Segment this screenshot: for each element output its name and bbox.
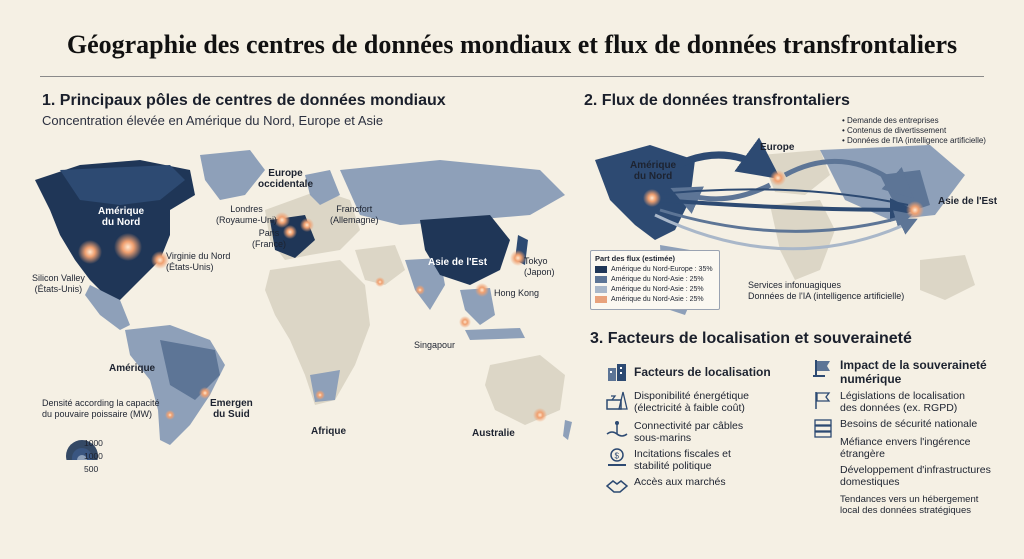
density-value-2: 1000	[84, 451, 103, 461]
money-hand-icon	[606, 448, 628, 468]
legend-label: Amérique du Nord-Asie : 25%	[611, 276, 704, 283]
sovereignty-item	[812, 418, 990, 438]
sovereignty-item	[840, 436, 990, 460]
hotspot-hong-kong	[475, 283, 489, 297]
sovereignty-text: Besoins de sécurité nationale	[840, 418, 978, 430]
undersea-cable-icon	[606, 420, 628, 440]
flow-hotspot-europe	[770, 170, 786, 186]
legend-label: Amérique du Nord-Europe : 35%	[611, 266, 713, 273]
factor-text: Disponibilité énergétique (électricité à faible coût)	[634, 390, 749, 414]
map-label-paris: Paris (France)	[252, 228, 287, 249]
density-legend-title: Densité according la capacité du pouvaire poissaire (MW)	[42, 398, 160, 419]
legend-label: Amérique du Nord-Asie : 25%	[611, 296, 704, 303]
australia-shape	[485, 355, 565, 425]
sovereignty-item	[840, 494, 1010, 516]
flow-bullet-2: • Contenus de divertissement	[842, 126, 947, 135]
factors-title: Facteurs de localisation	[634, 365, 771, 379]
handshake-icon	[606, 476, 628, 496]
section3-heading: 3. Facteurs de localisation et souveraineté	[590, 330, 912, 347]
section2-heading: 2. Flux de données transfrontaliers	[584, 92, 850, 109]
flow-bullets	[842, 116, 986, 146]
hotspot-south-africa	[315, 390, 325, 400]
power-plant-icon	[606, 390, 628, 410]
sovereignty-item	[840, 464, 1010, 488]
factor-text: Incitations fiscales et stabilité politique	[634, 448, 731, 472]
sovereignty-text: Tendances vers un hébergement local des données stratégiques	[840, 494, 979, 516]
legend-swatch	[595, 266, 607, 273]
hotspot-australia	[533, 408, 547, 422]
factor-item	[606, 420, 784, 444]
map-label-silicon-valley: Silicon Valley (États-Unis)	[32, 273, 85, 294]
density-value-1: 1000	[84, 438, 103, 448]
density-value-3: 500	[84, 464, 99, 474]
sovereignty-text: Méfiance envers l'ingérence étrangère	[840, 436, 971, 460]
sovereignty-item	[812, 390, 990, 414]
map-label-australie: Australie	[472, 428, 515, 439]
sovereignty-title: Impact de la souveraineté numérique	[840, 358, 987, 386]
flow-bullet-1: • Demande des entreprises	[842, 116, 939, 125]
sovereignty-text: Développement d'infrastructures domestiques	[840, 464, 991, 488]
map-label-amerique-nord: Amérique du Nord	[98, 206, 145, 228]
factor-item	[606, 476, 784, 496]
flow-australia-shape	[920, 255, 975, 300]
section1-heading: 1. Principaux pôles de centres de données mondiaux	[42, 92, 446, 109]
flow-legend-title: Part des flux (estimée)	[595, 254, 676, 263]
hotspot-frankfurt	[300, 218, 314, 232]
hotspot-south-america	[165, 410, 175, 420]
section1-subtitle: Concentration élevée en Amérique du Nord, Europe et Asie	[42, 113, 384, 128]
page-title: Géographie des centres de données mondiaux et flux de données transfrontaliers	[66, 30, 958, 59]
sovereignty-header	[812, 358, 990, 386]
map-label-europe-occidentale: Europe occidentale	[258, 168, 314, 190]
factor-item	[606, 448, 784, 472]
greenland-shape	[200, 150, 265, 200]
flow-label-asie-est: Asie de l'Est	[938, 196, 998, 207]
legend-swatch	[595, 286, 607, 293]
flow-label-europe: Europe	[760, 142, 795, 153]
flow-africa-shape	[770, 200, 835, 280]
flow-services-note: Services infonuagiques Données de l'IA (intelligence artificielle)	[748, 280, 905, 301]
server-icon	[812, 418, 834, 438]
flow-hotspot-asia	[906, 201, 924, 219]
legend-swatch	[595, 276, 607, 283]
map-label-tokyo: Tokyo (Japon)	[524, 256, 555, 277]
map-label-afrique: Afrique	[311, 426, 346, 437]
map-label-londres: Londres (Royaume-Uni)	[216, 204, 278, 225]
map-label-asie-est: Asie de l'Est	[428, 257, 488, 268]
flow-legend-item	[595, 285, 715, 294]
map-label-emergen-suid: Emergen du Suid	[210, 398, 253, 420]
factor-item	[606, 390, 784, 414]
factor-text: Connectivité par câbles sous-marins	[634, 420, 744, 444]
factor-text: Accès aux marchés	[634, 476, 726, 488]
new-zealand-shape	[563, 420, 572, 440]
flag-icon	[812, 390, 834, 410]
flow-label-amerique-nord: Amérique du Nord	[630, 160, 677, 182]
hotspot-india	[415, 285, 425, 295]
hotspot-virginie	[114, 233, 142, 261]
map-label-francfort: Francfort (Allemagne)	[330, 204, 379, 225]
flow-legend-item	[595, 265, 715, 274]
indonesia-shape	[465, 328, 525, 340]
legend-label: Amérique du Nord-Asie : 25%	[611, 286, 704, 293]
flow-bullet-3: • Données de l'IA (intelligence artificielle)	[842, 136, 986, 145]
hotspot-middle-east	[375, 277, 385, 287]
hotspot-singapore	[459, 316, 471, 328]
map-label-amerique: Amérique	[109, 363, 156, 374]
flow-legend-item	[595, 275, 715, 284]
map-label-virginie: Virginie du Nord (États-Unis)	[166, 251, 231, 272]
map-label-singapour: Singapour	[414, 340, 456, 350]
building-icon	[606, 362, 628, 382]
flow-hotspot-na	[643, 189, 661, 207]
title-divider	[40, 76, 984, 77]
flag-icon	[812, 358, 834, 378]
svg-text:$: $	[614, 451, 619, 461]
legend-swatch	[595, 296, 607, 303]
factors-header	[606, 362, 784, 382]
map-label-hong-kong: Hong Kong	[494, 288, 540, 298]
sovereignty-text: Législations de localisation des données (ex. RGPD)	[840, 390, 965, 414]
flow-legend	[590, 250, 720, 310]
flow-legend-item	[595, 295, 715, 304]
hotspot-silicon-valley	[78, 240, 102, 264]
